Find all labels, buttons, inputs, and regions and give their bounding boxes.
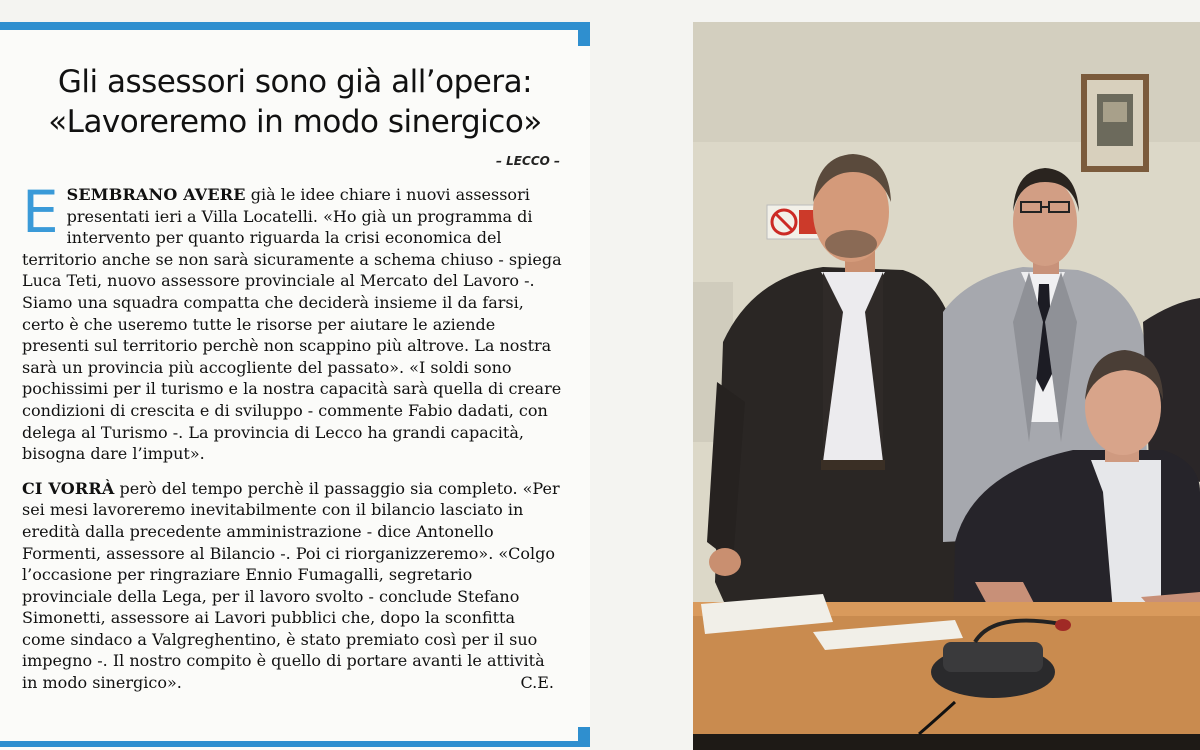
headline [0, 62, 590, 142]
photo-illustration [693, 22, 1200, 750]
bottom-blue-rule [0, 741, 590, 747]
paragraph-2-lead: CI VORRÀ [22, 478, 115, 498]
headline-line-2: «Lavoreremo in modo sinergico» [48, 104, 542, 140]
paragraph-1-text: già le idee chiare i nuovi assessori presentati ieri a Villa Locatelli. «Ho già un programma di intervento per quanto riguarda la crisi economica del territorio anche se non sarà sicuramente a schema chiuso - spiega Luca Teti, nuovo assessore provinciale al Mercato del Lavoro -. Siamo una squadra compatta che deciderà insieme il da farsi, certo è che useremo tutte le risorse per aiutare le aziende presenti sul territorio perchè non scappino più altrove. La nostra sarà un provincia più accogliente del passato». «I soldi sono pochissimi per il turismo e la nostra capacità sarà quella di creare condizioni di crescita e di sviluppo - commente Fabio dadati, con delega al Turismo -. La provincia di Lecco ha grandi capacità, bisogna dare l’imput». [22, 185, 562, 464]
dateline: – LECCO – [495, 154, 560, 168]
paragraph-2 [22, 478, 562, 694]
paragraph-2-text: però del tempo perchè il passaggio sia completo. «Per sei mesi lavoreremo inevitabilmente con il bilancio lasciato in eredità dalla precedente amministrazione - dice Antonello Formenti, assessore al Bilancio -. Poi ci riorganizzeremo». «Colgo l’occasione per ringraziare Ennio Fumagalli, segretario provinciale della Lega, per il lavoro svolto - conclude Stefano Simonetti, assessore ai Lavori pubblici che, dopo la sconfitta come sindaco a Valgreghentino, è stato premiato così per il suo impegno -. Il nostro compito è quello di portare avanti le attività in modo sinergico». [22, 478, 560, 693]
article-body [22, 178, 562, 694]
article-column [0, 22, 590, 750]
conference-table [693, 594, 1200, 750]
top-blue-rule [0, 22, 590, 30]
paragraph-1-lead: SEMBRANO AVERE [66, 185, 246, 204]
bottom-rule-corner [578, 727, 590, 747]
headline-line-1: Gli assessori sono già all’opera: [57, 64, 533, 100]
news-photo [693, 22, 1200, 750]
top-rule-corner [578, 22, 590, 46]
author-signature: C.E. [520, 673, 554, 693]
paragraph-1 [22, 178, 562, 465]
drop-cap: E [22, 178, 59, 246]
wall-frame [1081, 74, 1149, 172]
no-smoking-sign [767, 205, 821, 239]
